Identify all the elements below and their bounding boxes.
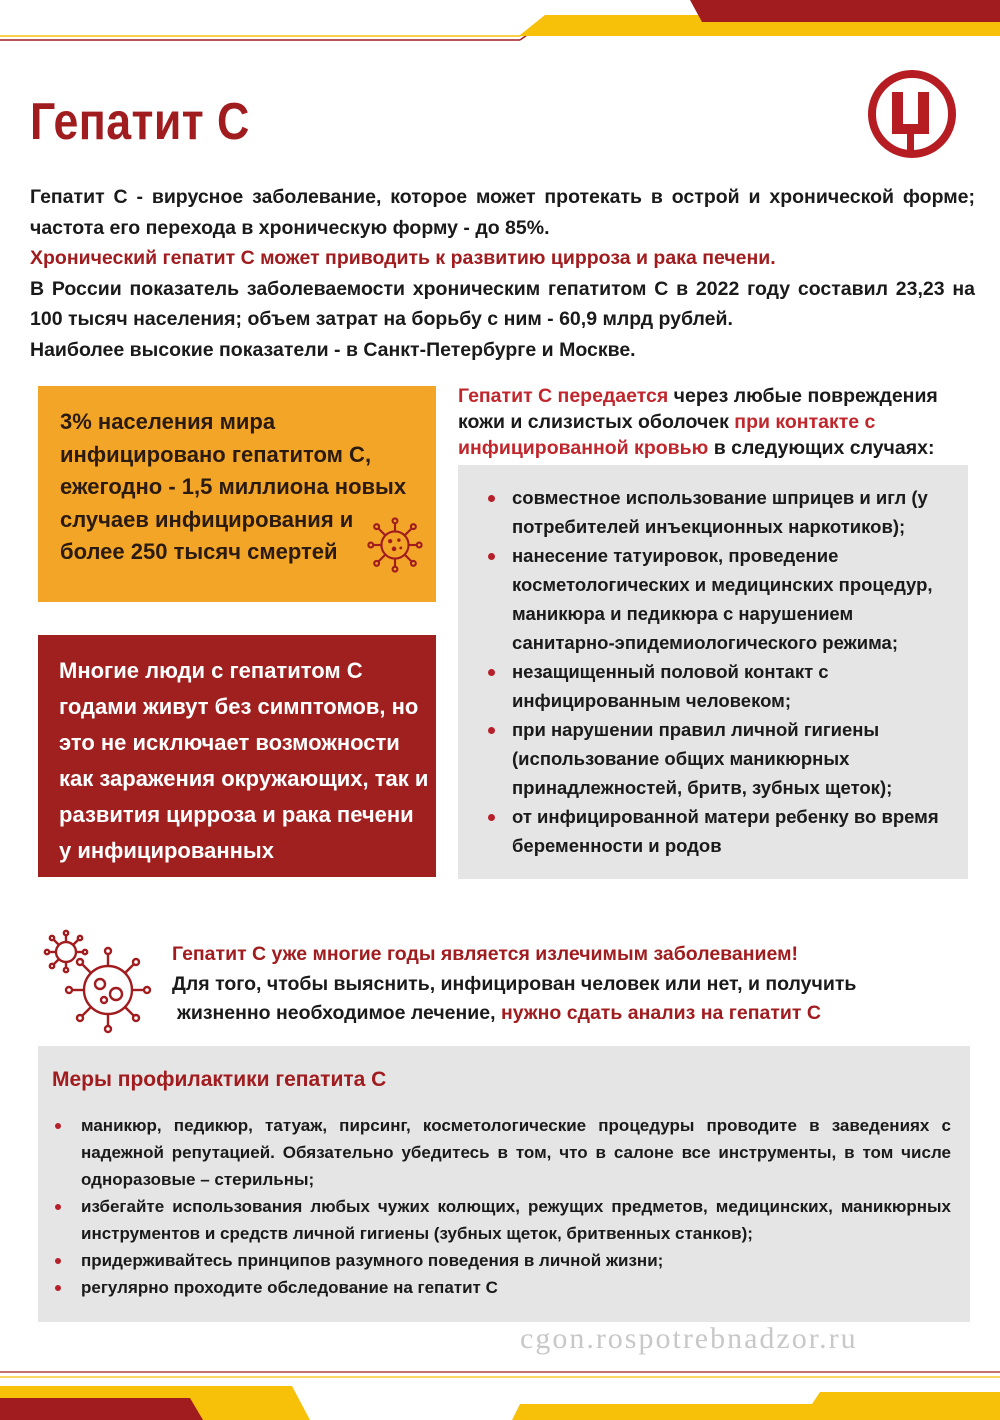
cure-line-2: Для того, чтобы выяснить, инфицирован человек или нет, и получить (172, 972, 857, 995)
list-item-text: регулярно проходите обследование на гепатит С (81, 1278, 498, 1297)
no-symptoms-box (38, 635, 436, 877)
bullet-icon (55, 1285, 61, 1291)
infection-stats-text: 3% населения мира инфицировано гепатитом С, ежегодно - 1,5 миллиона новых случаев инфицирования и более 250 тысяч смертей (60, 409, 407, 564)
bullet-icon (55, 1204, 61, 1210)
list-item-text: совместное использование шприцев и игл (у потребителей инъекционных наркотиков); (512, 487, 928, 537)
intro-paragraph-4: Наиболее высокие показатели - в Санкт-Петербурге и Москве. (30, 338, 636, 361)
intro-text (30, 182, 975, 365)
bullet-icon (488, 669, 495, 676)
transmission-list-box (458, 465, 968, 879)
list-item-text: маникюр, педикюр, татуаж, пирсинг, косметологические процедуры проводите в заведениях с надежной репутацией. Обязательно убедитесь в том, что в салоне все инструменты, в том числе одноразовые – стерильны; (81, 1116, 951, 1189)
transmission-list (488, 483, 960, 860)
list-item-text: нанесение татуировок, проведение косметологических и медицинских процедур, маникюра и педикюра с нарушением санитарно-эпидемиологического режима; (512, 545, 933, 653)
list-item (488, 483, 960, 541)
list-item (488, 715, 960, 802)
prevention-box (38, 1046, 970, 1322)
transmission-heading-text-1: через любые повреждения кожи и слизистых оболочек (458, 385, 938, 433)
transmission-heading (458, 383, 970, 461)
list-item (488, 802, 960, 860)
list-item-text: придерживайтесь принципов разумного поведения в личной жизни; (81, 1251, 664, 1270)
list-item (488, 657, 960, 715)
intro-paragraph-3: В России показатель заболеваемости хроническим гепатитом С в 2022 году составил 23,23 на 100 тысяч населения; объем затрат на борьбу с ним - 60,9 млрд рублей. (30, 277, 975, 330)
cure-line-3-red: нужно сдать анализ на гепатит С (500, 1002, 821, 1024)
infection-stats-box (38, 386, 436, 602)
cure-headline: Гепатит С уже многие годы является излечимым заболеванием! (172, 943, 799, 965)
list-item-text: при нарушении правил личной гигиены (использование общих маникюрных принадлежностей, бритв, зубных щеток); (512, 719, 893, 798)
list-item (55, 1274, 951, 1301)
cure-line-3 (172, 999, 972, 1029)
list-item-text: незащищенный половой контакт с инфицированным человеком; (512, 661, 829, 711)
list-item-text: избегайте использования любых чужих колющих, режущих предметов, медицинских, маникюрных инструментов и средств личной гигиены (зубных щеток, бритвенных станков); (81, 1197, 951, 1243)
transmission-heading-red-2: при контакте с инфицированной кровью (458, 411, 876, 459)
bullet-icon (488, 727, 495, 734)
bullet-icon (488, 495, 495, 502)
page-title: Гепатит С (30, 93, 250, 151)
list-item (55, 1247, 951, 1274)
list-item-text: от инфицированной матери ребенку во время беременности и родов (512, 806, 939, 856)
cure-info (172, 940, 972, 1029)
list-item (55, 1112, 951, 1193)
cure-line-3-text: жизненно необходимое лечение, (177, 1002, 501, 1024)
intro-paragraph-1: Гепатит С - вирусное заболевание, которое может протекать в острой и хронической форме; частота его перехода в хроническую форму - до 85%. (30, 186, 975, 239)
prevention-heading: Меры профилактики гепатита С (52, 1068, 387, 1091)
list-item (488, 541, 960, 657)
viruses-icon (36, 928, 156, 1036)
bullet-icon (55, 1258, 61, 1264)
intro-warning: Хронический гепатит С может приводить к развитию цирроза и рака печени. (30, 247, 776, 269)
list-item (55, 1193, 951, 1247)
bullet-icon (488, 553, 495, 560)
cgon-logo-icon (866, 68, 958, 160)
no-symptoms-text: Многие люди с гепатитом С годами живут без симптомов, но это не исключает возможности как заражения окружающих, так и развития цирроза и рака печени у инфицированных (59, 658, 429, 863)
site-url: cgon.rospotrebnadzor.ru (520, 1322, 858, 1355)
bullet-icon (55, 1123, 61, 1129)
transmission-heading-red-1: Гепатит С передается (458, 385, 669, 407)
prevention-list (55, 1112, 951, 1301)
transmission-heading-text-2: в следующих случаях: (708, 437, 935, 459)
bullet-icon (488, 814, 495, 821)
virus-icon (366, 516, 424, 574)
